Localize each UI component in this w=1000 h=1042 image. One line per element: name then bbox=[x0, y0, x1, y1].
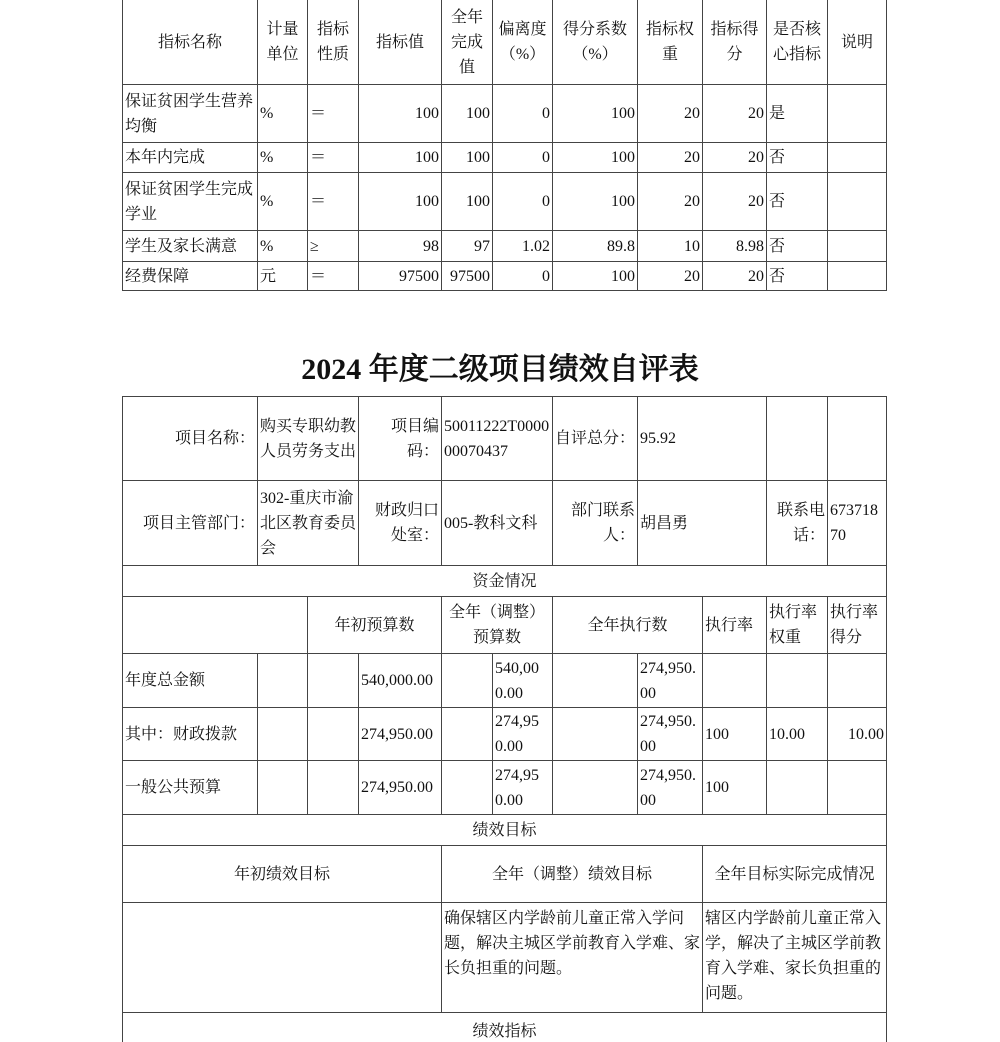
funds-row-label: 一般公共预算 bbox=[122, 760, 258, 815]
column-header: 是否核心指标 bbox=[766, 0, 828, 85]
rate-weight bbox=[766, 760, 828, 815]
column-header: 指标性质 bbox=[307, 0, 359, 85]
rate-weight bbox=[766, 653, 828, 708]
table-cell: % bbox=[257, 84, 308, 143]
phone: 67371870 bbox=[827, 480, 887, 566]
column-header: 指标名称 bbox=[122, 0, 258, 85]
empty-cell bbox=[307, 760, 359, 815]
page-title: 2024 年度二级项目绩效自评表 bbox=[301, 353, 699, 386]
table-cell: 100 bbox=[441, 172, 493, 231]
rate-score bbox=[827, 760, 887, 815]
funds-column-header: 执行率权重 bbox=[766, 596, 828, 654]
executed-amount: 274,950.00 bbox=[637, 760, 703, 815]
table-cell: % bbox=[257, 230, 308, 262]
initial-budget: 274,950.00 bbox=[358, 760, 442, 815]
table-cell: 20 bbox=[637, 84, 703, 143]
project-name: 购买专职幼教人员劳务支出 bbox=[257, 396, 359, 481]
table-cell: 100 bbox=[358, 172, 442, 231]
table-cell: 100 bbox=[358, 142, 442, 173]
executed-amount: 274,950.00 bbox=[637, 653, 703, 708]
adjusted-goal: 确保辖区内学龄前儿童正常入学问题，解决主城区学前教育入学难、家长负担重的问题。 bbox=[441, 902, 703, 1013]
initial-budget: 540,000.00 bbox=[358, 653, 442, 708]
empty-cell bbox=[552, 653, 638, 708]
table-cell: 100 bbox=[552, 142, 638, 173]
empty-cell bbox=[307, 653, 359, 708]
label-contact: 部门联系人： bbox=[552, 480, 638, 566]
column-header: 得分系数（%） bbox=[552, 0, 638, 85]
table-cell: 97 bbox=[441, 230, 493, 262]
empty-cell bbox=[552, 760, 638, 815]
table-cell: ＝ bbox=[307, 142, 359, 173]
table-cell: 100 bbox=[358, 84, 442, 143]
empty-cell bbox=[307, 707, 359, 761]
table-cell: 8.98 bbox=[702, 230, 767, 262]
office: 005-教科文科 bbox=[441, 480, 553, 566]
execution-rate: 100 bbox=[702, 707, 767, 761]
table-cell: 100 bbox=[552, 84, 638, 143]
funds-column-header: 全年执行数 bbox=[552, 596, 703, 654]
goal-header: 全年（调整）绩效目标 bbox=[441, 845, 703, 903]
rate-weight: 10.00 bbox=[766, 707, 828, 761]
rate-score bbox=[827, 653, 887, 708]
column-header: 指标得分 bbox=[702, 0, 767, 85]
label-project-name: 项目名称： bbox=[122, 396, 258, 481]
section-goals: 绩效目标 bbox=[122, 814, 887, 846]
table-cell: 0 bbox=[492, 84, 553, 143]
execution-rate bbox=[702, 653, 767, 708]
column-header: 说明 bbox=[827, 0, 887, 85]
funds-row-label: 年度总金额 bbox=[122, 653, 258, 708]
table-cell: 98 bbox=[358, 230, 442, 262]
label-phone: 联系电话： bbox=[766, 480, 828, 566]
empty-cell bbox=[257, 707, 308, 761]
table-cell: 否 bbox=[766, 261, 828, 291]
goal-header: 年初绩效目标 bbox=[122, 845, 442, 903]
label-project-code: 项目编码： bbox=[358, 396, 442, 481]
empty-cell bbox=[441, 653, 493, 708]
adjusted-budget: 540,000.00 bbox=[492, 653, 553, 708]
table-cell: 97500 bbox=[441, 261, 493, 291]
table-cell: % bbox=[257, 172, 308, 231]
table-cell: 学生及家长满意 bbox=[122, 230, 258, 262]
table-cell bbox=[827, 172, 887, 231]
table-cell: 否 bbox=[766, 142, 828, 173]
table-cell bbox=[827, 261, 887, 291]
table-cell bbox=[827, 142, 887, 173]
table-cell: 100 bbox=[441, 142, 493, 173]
table-cell: 20 bbox=[702, 142, 767, 173]
table-cell: 0 bbox=[492, 142, 553, 173]
table-cell: 89.8 bbox=[552, 230, 638, 262]
initial-budget: 274,950.00 bbox=[358, 707, 442, 761]
table-cell: 0 bbox=[492, 261, 553, 291]
empty-cell bbox=[552, 707, 638, 761]
goal-header: 全年目标实际完成情况 bbox=[702, 845, 887, 903]
table-cell bbox=[827, 84, 887, 143]
empty-cell bbox=[122, 596, 308, 654]
execution-rate: 100 bbox=[702, 760, 767, 815]
table-cell: 20 bbox=[702, 172, 767, 231]
empty-cell bbox=[257, 760, 308, 815]
funds-row-label: 其中：财政拨款 bbox=[122, 707, 258, 761]
dept: 302-重庆市渝北区教育委员会 bbox=[257, 480, 359, 566]
table-cell: 20 bbox=[637, 261, 703, 291]
column-header: 全年完成值 bbox=[441, 0, 493, 85]
label-dept: 项目主管部门： bbox=[122, 480, 258, 566]
adjusted-budget: 274,950.00 bbox=[492, 707, 553, 761]
empty-cell bbox=[441, 760, 493, 815]
table-cell: 100 bbox=[552, 261, 638, 291]
self-score: 95.92 bbox=[637, 396, 767, 481]
section-funds: 资金情况 bbox=[122, 565, 887, 597]
table-cell: 20 bbox=[637, 142, 703, 173]
table-cell bbox=[827, 230, 887, 262]
table-cell: 元 bbox=[257, 261, 308, 291]
empty-cell bbox=[441, 707, 493, 761]
table-cell: 97500 bbox=[358, 261, 442, 291]
table-cell: 保证贫困学生营养均衡 bbox=[122, 84, 258, 143]
table-cell: ≥ bbox=[307, 230, 359, 262]
column-header: 计量单位 bbox=[257, 0, 308, 85]
label-self-score: 自评总分： bbox=[552, 396, 638, 481]
table-cell: 经费保障 bbox=[122, 261, 258, 291]
funds-column-header: 执行率得分 bbox=[827, 596, 887, 654]
column-header: 偏离度（%） bbox=[492, 0, 553, 85]
table-cell: 保证贫困学生完成学业 bbox=[122, 172, 258, 231]
table-cell: 否 bbox=[766, 172, 828, 231]
table-cell: 10 bbox=[637, 230, 703, 262]
label-office: 财政归口处室： bbox=[358, 480, 442, 566]
column-header: 指标值 bbox=[358, 0, 442, 85]
table-cell: 100 bbox=[552, 172, 638, 231]
funds-column-header: 执行率 bbox=[702, 596, 767, 654]
table-cell: 否 bbox=[766, 230, 828, 262]
actual-completion: 辖区内学龄前儿童正常入学，解决了主城区学前教育入学难、家长负担重的问题。 bbox=[702, 902, 887, 1013]
table-cell: 是 bbox=[766, 84, 828, 143]
table-cell: ＝ bbox=[307, 261, 359, 291]
initial-goal bbox=[122, 902, 442, 1013]
table-cell: 1.02 bbox=[492, 230, 553, 262]
table-cell: ＝ bbox=[307, 172, 359, 231]
funds-column-header: 年初预算数 bbox=[307, 596, 442, 654]
table-cell: 本年内完成 bbox=[122, 142, 258, 173]
executed-amount: 274,950.00 bbox=[637, 707, 703, 761]
table-cell: 20 bbox=[637, 172, 703, 231]
table-cell: 100 bbox=[441, 84, 493, 143]
adjusted-budget: 274,950.00 bbox=[492, 760, 553, 815]
rate-score: 10.00 bbox=[827, 707, 887, 761]
empty-cell bbox=[827, 396, 887, 481]
funds-column-header: 全年（调整）预算数 bbox=[441, 596, 553, 654]
column-header: 指标权重 bbox=[637, 0, 703, 85]
contact: 胡昌勇 bbox=[637, 480, 767, 566]
empty-cell bbox=[766, 396, 828, 481]
section-indicators: 绩效指标 bbox=[122, 1012, 887, 1042]
empty-cell bbox=[257, 653, 308, 708]
project-code: 50011222T000000070437 bbox=[441, 396, 553, 481]
table-cell: % bbox=[257, 142, 308, 173]
table-cell: ＝ bbox=[307, 84, 359, 143]
table-cell: 20 bbox=[702, 261, 767, 291]
table-cell: 20 bbox=[702, 84, 767, 143]
table-cell: 0 bbox=[492, 172, 553, 231]
